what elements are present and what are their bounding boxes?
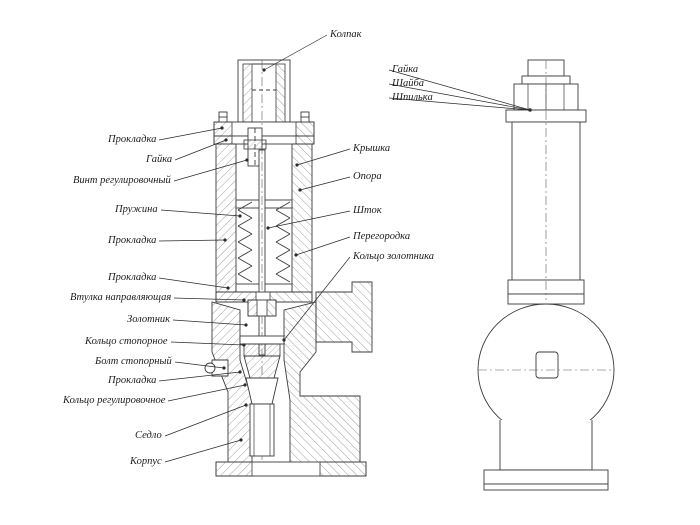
callout-label-prokladka-2: Прокладка [108,235,157,246]
leader-line [264,35,327,70]
valve-body [212,282,372,476]
leader-line [159,128,222,140]
leader-dot [242,298,245,301]
leader-dot [282,338,285,341]
leader-dot [239,438,242,441]
leader-dot [238,370,241,373]
leader-line [159,240,225,241]
callout-label-koltso-stopornoe: Кольцо стопорное [85,336,168,347]
callout-label-korpus: Корпус [130,456,162,467]
callout-label-pruzhina: Пружина [115,204,158,215]
callout-label-prokladka-4: Прокладка [108,375,157,386]
leader-dot [220,126,223,129]
callout-label-sedlo: Седло [135,430,162,441]
callout-label-kolpak: Колпак [330,29,362,40]
callout-label-shpilka: Шпилька [392,92,433,103]
leader-dot [295,163,298,166]
callout-label-prokladka-3: Прокладка [108,272,157,283]
leader-dot [245,158,248,161]
callout-label-zolotnik: Золотник [127,314,171,325]
external-view-right [478,60,614,490]
callout-label-shayba: Шайба [392,78,424,89]
leader-dot [244,403,247,406]
leader-dot [238,214,241,217]
leader-dot [244,323,247,326]
leader-dot [528,108,531,111]
leader-dot [226,286,229,289]
callout-label-gaika-2: Гайка [392,64,419,75]
callout-label-shtok: Шток [353,205,382,216]
callout-label-bolt-stoporny: Болт стопорный [95,356,172,367]
callout-label-prokladka-1: Прокладка [108,134,157,145]
leader-dot [298,188,301,191]
callout-label-vtulka-napravlyayushchaya: Втулка направляющая [70,292,172,303]
leader-dot [223,238,226,241]
leader-dot [266,226,269,229]
section-view-left [205,60,372,476]
leader-dot [262,68,265,71]
callout-label-koltso-reguliorovochnoe: Кольцо регулировочное [63,395,166,406]
callout-label-gaika-1: Гайка [146,154,173,165]
leader-dot [242,343,245,346]
leader-dot [243,383,246,386]
callout-label-koltso-zolotnika: Кольцо золотника [353,251,435,262]
leader-dot [294,253,297,256]
callout-label-kryshka: Крышка [353,143,391,154]
callout-label-vint-reguliorovochny: Винт регулировочный [73,175,171,186]
callout-label-opora: Опора [353,171,382,182]
callout-label-peregorodka: Перегородка [353,231,411,242]
leader-dot [222,366,225,369]
leader-dot [224,138,227,141]
